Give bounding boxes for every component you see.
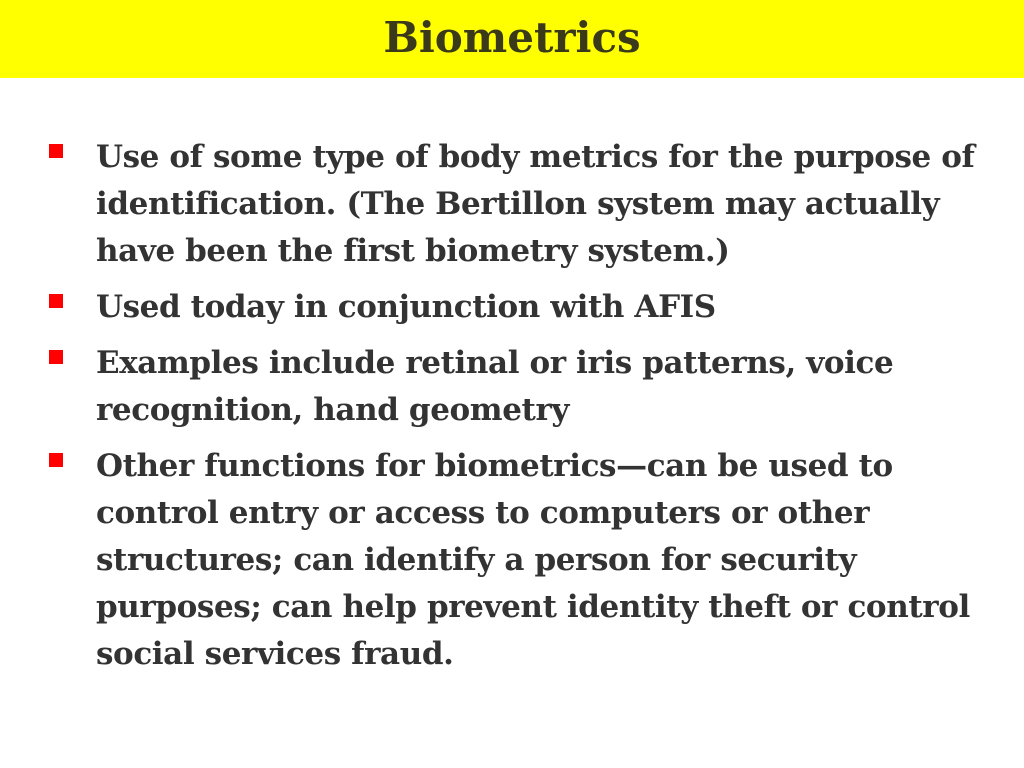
bullet-text: Other functions for biometrics—can be used to control entry or access to computers or other structures; can identify a person for security purposes; can help prevent identity theft or control social services fraud. [96,448,970,672]
bullet-list [46,134,1006,687]
bullet-item [46,284,1006,331]
bullet-text: Use of some type of body metrics for the purpose of identification. (The Bertillon system may actually have been the first biometry system.) [96,139,975,269]
slide-title: Biometrics [383,12,641,62]
bullet-text: Used today in conjunction with AFIS [96,289,716,325]
bullet-item [46,340,1006,434]
title-bar [0,0,1024,78]
bullet-item [46,134,1006,275]
square-bullet-icon [49,350,63,364]
square-bullet-icon [49,294,63,308]
bullet-text: Examples include retinal or iris patterns, voice recognition, hand geometry [96,345,894,428]
square-bullet-icon [49,144,63,158]
square-bullet-icon [49,453,63,467]
bullet-item [46,443,1006,678]
